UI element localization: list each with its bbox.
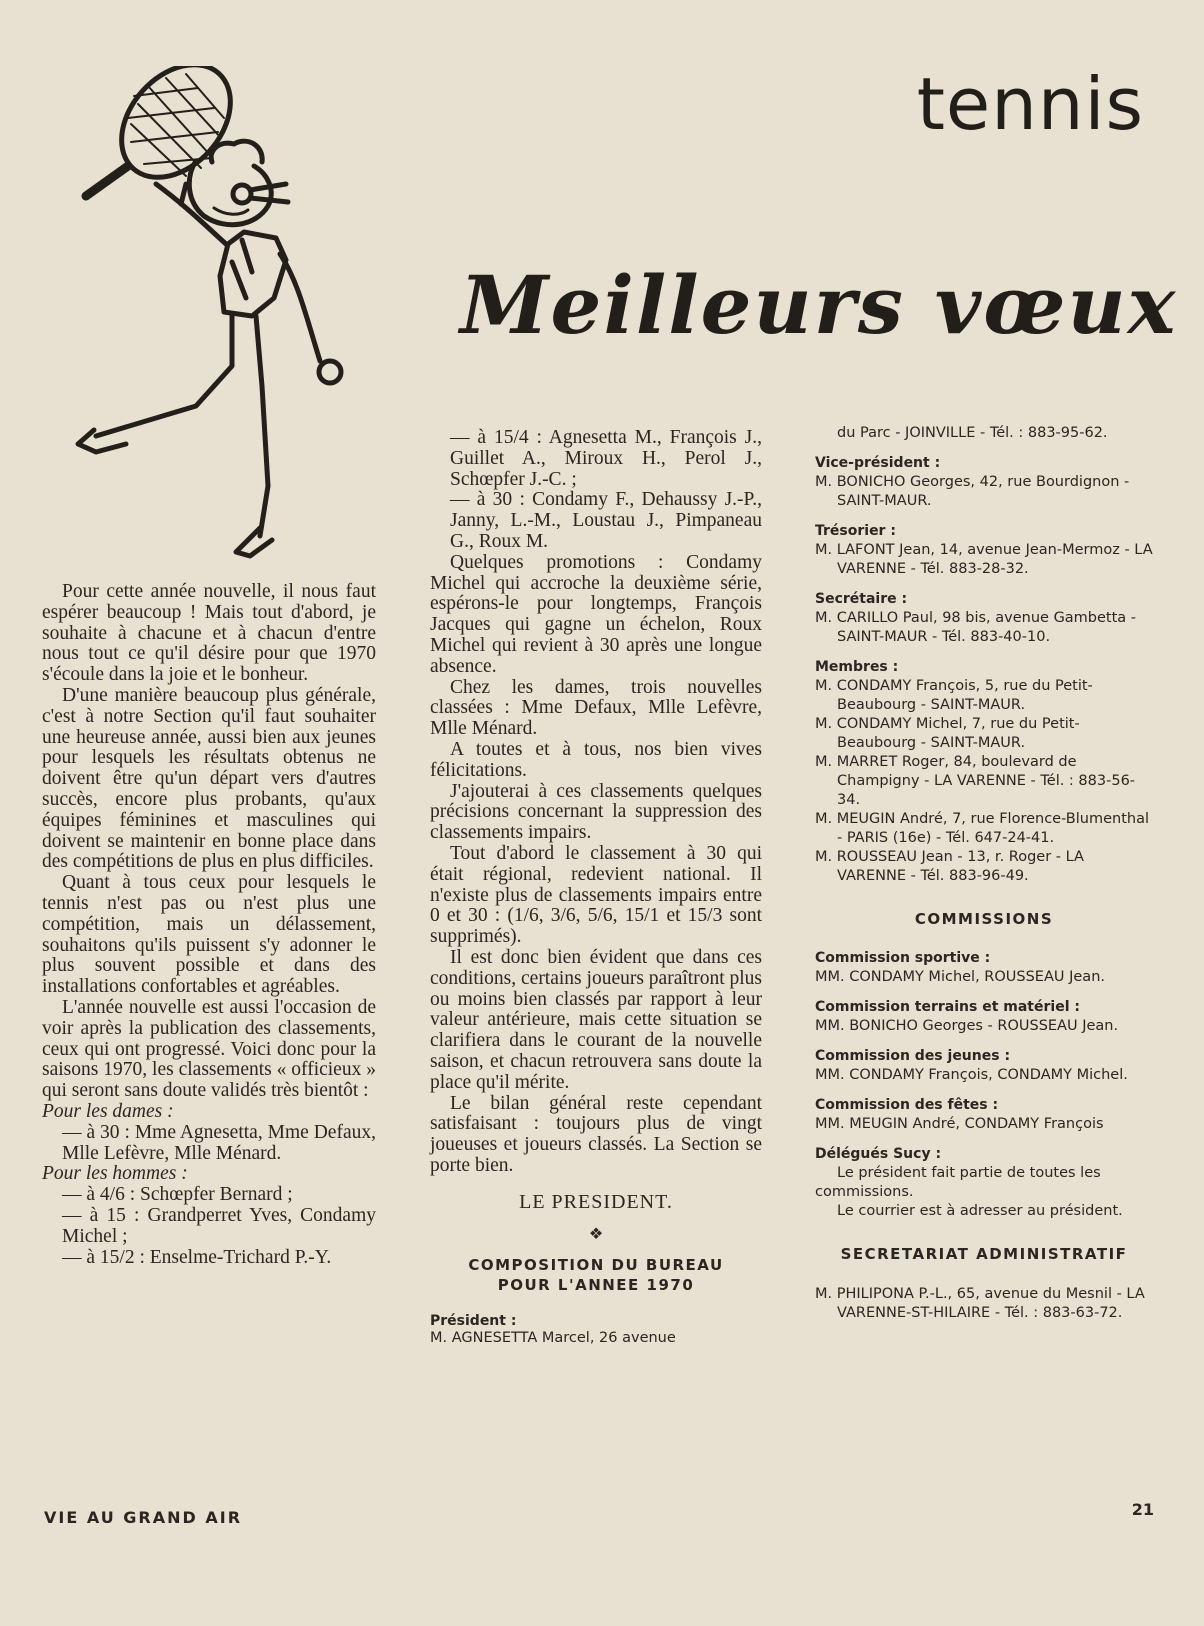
member-entry: M. ROUSSEAU Jean - 13, r. Roger - LA VARENNE - Tél. 883-96-49. <box>815 849 1084 884</box>
article-column-1 <box>42 582 376 1268</box>
label-dames: Pour les dames : <box>42 1100 174 1122</box>
ranking-line: — à 15/2 : Enselme-Trichard P.-Y. <box>62 1246 332 1268</box>
secretariat-entry: M. PHILIPONA P.-L., 65, avenue du Mesnil - LA VARENNE-ST-HILAIRE - Tél. : 883-63-72. <box>815 1286 1145 1321</box>
role-label: Commission des fêtes : <box>815 1097 999 1113</box>
note: Le courrier est à adresser au président. <box>837 1203 1123 1219</box>
member-entry: M. MEUGIN André, 7, rue Florence-Blumenthal - PARIS (16e) - Tél. 647-24-41. <box>815 811 1149 846</box>
paragraph: Pour cette année nouvelle, il nous faut espérer beaucoup ! Mais tout d'abord, je souhaite à chacune et à chacun d'entre nous tout ce qu'il désire pour que 1970 s'écoule dans la joie et le bonheur. <box>42 581 376 686</box>
ranking-line: — à 15 : Grandperret Yves, Condamy Michel ; <box>62 1204 376 1247</box>
paragraph: Quant à tous ceux pour lesquels le tennis n'est pas ou n'est plus une compétition, mais un délassement, souhaitons qu'ils puissent s'y adonner le plus souvent possible et dans des installations confortables et agréables. <box>42 872 376 998</box>
commission-entry: MM. CONDAMY François, CONDAMY Michel. <box>815 1067 1128 1083</box>
ornament-icon: ❖ <box>588 1223 604 1243</box>
ranking-line: — à 15/4 : Agnesetta M., François J., Guillet A., Miroux H., Perol J., Schœpfer J.-C. ; <box>450 427 762 490</box>
role-label: Vice-président : <box>815 455 941 471</box>
bureau-entry: M. BONICHO Georges, 42, rue Bourdignon - SAINT-MAUR. <box>815 474 1130 509</box>
bureau-title-line-2: POUR L'ANNEE 1970 <box>497 1275 695 1294</box>
label-hommes: Pour les hommes : <box>42 1163 188 1185</box>
magazine-name: VIE AU GRAND AIR <box>44 1508 243 1527</box>
ranking-line: — à 30 : Mme Agnesetta, Mme Defaux, Mlle Lefèvre, Mlle Ménard. <box>62 1121 376 1164</box>
bureau-entry: M. LAFONT Jean, 14, avenue Jean-Mermoz - LA VARENNE - Tél. 883-28-32. <box>815 542 1153 577</box>
bureau-entry: M. CARILLO Paul, 98 bis, avenue Gambetta - SAINT-MAUR - Tél. 883-40-10. <box>815 610 1137 645</box>
role-label: Trésorier : <box>815 523 896 539</box>
ranking-line: — à 4/6 : Schœpfer Bernard ; <box>62 1184 293 1206</box>
member-entry: M. MARRET Roger, 84, boulevard de Champigny - LA VARENNE - Tél. : 883-56-34. <box>815 754 1136 808</box>
role-label: Commission des jeunes : <box>815 1048 1011 1064</box>
commission-entry: MM. CONDAMY Michel, ROUSSEAU Jean. <box>815 969 1105 985</box>
article-column-3 <box>815 424 1153 1323</box>
commission-entry: MM. BONICHO Georges - ROUSSEAU Jean. <box>815 1018 1119 1034</box>
member-entry: M. CONDAMY Michel, 7, rue du Petit-Beaubourg - SAINT-MAUR. <box>815 716 1080 751</box>
role-label: Commission sportive : <box>815 950 991 966</box>
commissions-heading: COMMISSIONS <box>914 910 1054 928</box>
signature: LE PRESIDENT. <box>519 1190 673 1213</box>
article-column-2 <box>430 428 762 1348</box>
paragraph: Chez les dames, trois nouvelles classées : Mme Defaux, Mlle Lefèvre, Mlle Ménard. <box>430 676 762 740</box>
role-label: Membres : <box>815 659 899 675</box>
secretariat-heading: SECRETARIAT ADMINISTRATIF <box>840 1245 1128 1263</box>
ranking-line: — à 30 : Condamy F., Dehaussy J.-P., Janny, L.-M., Loustau J., Pimpaneau G., Roux M. <box>450 489 762 552</box>
paragraph: L'année nouvelle est aussi l'occasion de voir après la publication des classements, ceux qui ont progressé. Voici donc pour la saisons 1970, les classements « officieux » qui seront sans doute validés très bientôt : <box>42 996 376 1102</box>
role-label: Secrétaire : <box>815 591 908 607</box>
role-label: Président : <box>430 1312 517 1329</box>
paragraph: A toutes et à tous, nos bien vives félicitations. <box>430 738 762 781</box>
member-entry: M. CONDAMY François, 5, rue du Petit-Beaubourg - SAINT-MAUR. <box>815 678 1093 713</box>
tennis-player-icon <box>36 66 356 566</box>
page-number: 21 <box>1131 1500 1154 1519</box>
paragraph: J'ajouterai à ces classements quelques précisions concernant la suppression des classements impairs. <box>430 780 762 844</box>
commission-entry: MM. MEUGIN André, CONDAMY François <box>815 1116 1104 1132</box>
paragraph: D'une manière beaucoup plus générale, c'est à notre Section qu'il faut souhaiter une heureuse année, aussi bien aux jeunes pour lesquels les résultats obtenus ne doivent être qu'un départ vers d'autres succès, encore plus probants, qu'aux équipes féminines et masculines qui doivent se maintenir en bonne place dans des compétitions de plus en plus difficiles. <box>42 684 376 873</box>
role-label: Délégués Sucy : <box>815 1146 942 1162</box>
role-label: Commission terrains et matériel : <box>815 999 1080 1015</box>
bureau-title <box>430 1255 762 1295</box>
section-title: tennis <box>916 62 1144 146</box>
paragraph: Quelques promotions : Condamy Michel qui accroche la deuxième série, espérons-le pour longtemps, François Jacques qui gagne un échelon, Roux Michel qui revient à 30 après une longue absence. <box>430 551 762 677</box>
paragraph: Tout d'abord le classement à 30 qui était régional, redevient national. Il n'existe plus de classements impairs entre 0 et 30 : (1/6, 3/6, 5/6, 15/1 et 15/3 sont supprimés). <box>430 842 762 948</box>
paragraph: Il est donc bien évident que dans ces conditions, certains joueurs paraîtront plus ou moins bien classés par rapport à leur valeur antérieure, mais cette situation se clarifiera dans le courant de la nouvelle saison, et chacun retrouvera sans doute la place qu'il mérite. <box>430 946 762 1093</box>
note: Le président fait partie de toutes les commissions. <box>815 1165 1101 1200</box>
bureau-entry: du Parc - JOINVILLE - Tél. : 883-95-62. <box>837 425 1108 441</box>
headline: Meilleurs vœux <box>460 258 1178 352</box>
bureau-entry: M. AGNESETTA Marcel, 26 avenue <box>430 1329 676 1346</box>
bureau-title-line-1: COMPOSITION DU BUREAU <box>468 1255 724 1274</box>
paragraph: Le bilan général reste cependant satisfaisant : toujours plus de vingt joueuses et joueurs classés. La Section se porte bien. <box>430 1092 762 1176</box>
